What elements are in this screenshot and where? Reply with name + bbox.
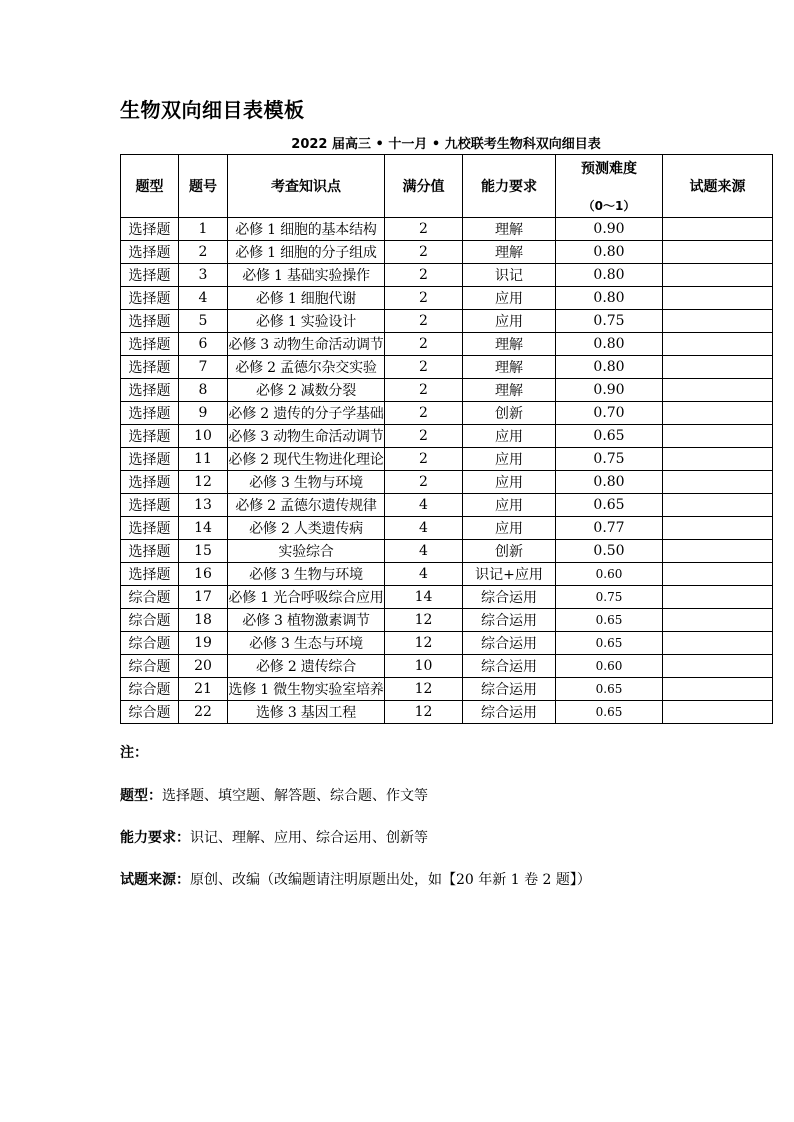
cell-knowledge: 必修 3 动物生命活动调节 — [228, 425, 385, 448]
cell-difficulty: 0.65 — [556, 425, 663, 448]
cell-type: 综合题 — [121, 632, 179, 655]
cell-source — [663, 678, 773, 701]
cell-difficulty: 0.50 — [556, 540, 663, 563]
cell-number: 3 — [179, 264, 228, 287]
note-ability — [120, 827, 428, 847]
cell-source — [663, 425, 773, 448]
cell-knowledge: 选修 3 基因工程 — [228, 701, 385, 724]
cell-source — [663, 218, 773, 241]
cell-ability: 识记 — [463, 264, 556, 287]
cell-difficulty: 0.80 — [556, 264, 663, 287]
cell-number: 18 — [179, 609, 228, 632]
cell-difficulty: 0.80 — [556, 287, 663, 310]
cell-ability: 应用 — [463, 287, 556, 310]
note-ability-text: 识记、理解、应用、综合运用、创新等 — [190, 830, 428, 846]
note-type-label: 题型： — [120, 788, 162, 804]
cell-ability: 理解 — [463, 333, 556, 356]
cell-knowledge: 必修 1 基础实验操作 — [228, 264, 385, 287]
cell-source — [663, 287, 773, 310]
table-row — [121, 425, 773, 448]
cell-knowledge: 选修 1 微生物实验室培养 — [228, 678, 385, 701]
cell-difficulty: 0.65 — [556, 609, 663, 632]
cell-difficulty: 0.70 — [556, 402, 663, 425]
table-header-row — [121, 155, 773, 218]
cell-score: 2 — [385, 287, 463, 310]
header-source: 试题来源 — [663, 155, 773, 218]
cell-type: 选择题 — [121, 425, 179, 448]
cell-source — [663, 448, 773, 471]
note-source — [120, 869, 591, 889]
cell-source — [663, 333, 773, 356]
cell-knowledge: 必修 2 孟德尔遗传规律 — [228, 494, 385, 517]
header-score: 满分值 — [385, 155, 463, 218]
specification-table — [120, 154, 773, 724]
cell-score: 2 — [385, 379, 463, 402]
cell-number: 1 — [179, 218, 228, 241]
cell-score: 12 — [385, 632, 463, 655]
cell-type: 选择题 — [121, 448, 179, 471]
cell-ability: 理解 — [463, 218, 556, 241]
table-row — [121, 241, 773, 264]
cell-knowledge: 必修 1 光合呼吸综合应用 — [228, 586, 385, 609]
cell-source — [663, 264, 773, 287]
header-knowledge: 考查知识点 — [228, 155, 385, 218]
cell-type: 选择题 — [121, 379, 179, 402]
cell-type: 选择题 — [121, 517, 179, 540]
cell-number: 7 — [179, 356, 228, 379]
cell-difficulty: 0.65 — [556, 678, 663, 701]
cell-score: 12 — [385, 609, 463, 632]
cell-number: 22 — [179, 701, 228, 724]
cell-ability: 理解 — [463, 379, 556, 402]
cell-difficulty: 0.80 — [556, 333, 663, 356]
table-row — [121, 632, 773, 655]
cell-score: 2 — [385, 333, 463, 356]
cell-knowledge: 必修 2 人类遗传病 — [228, 517, 385, 540]
note-type-text: 选择题、填空题、解答题、综合题、作文等 — [162, 788, 428, 804]
cell-ability: 理解 — [463, 241, 556, 264]
table-row — [121, 218, 773, 241]
cell-source — [663, 402, 773, 425]
cell-number: 14 — [179, 517, 228, 540]
cell-knowledge: 实验综合 — [228, 540, 385, 563]
notes-heading-label: 注： — [120, 745, 148, 761]
cell-number: 15 — [179, 540, 228, 563]
cell-difficulty: 0.90 — [556, 379, 663, 402]
table-row — [121, 655, 773, 678]
cell-difficulty: 0.60 — [556, 563, 663, 586]
notes-heading — [120, 742, 148, 762]
table-row — [121, 333, 773, 356]
cell-ability: 综合运用 — [463, 655, 556, 678]
cell-difficulty: 0.80 — [556, 356, 663, 379]
cell-type: 选择题 — [121, 563, 179, 586]
cell-type: 选择题 — [121, 471, 179, 494]
cell-source — [663, 241, 773, 264]
table-row — [121, 609, 773, 632]
table-row — [121, 517, 773, 540]
table-row — [121, 471, 773, 494]
cell-ability: 应用 — [463, 425, 556, 448]
cell-score: 2 — [385, 356, 463, 379]
cell-knowledge: 必修 3 生物与环境 — [228, 471, 385, 494]
cell-knowledge: 必修 3 生态与环境 — [228, 632, 385, 655]
table-row — [121, 264, 773, 287]
cell-number: 5 — [179, 310, 228, 333]
cell-number: 10 — [179, 425, 228, 448]
page-title: 生物双向细目表模板 — [120, 98, 305, 122]
note-source-text: 原创、改编（改编题请注明原题出处，如【20 年新 1 卷 2 题】） — [190, 872, 591, 888]
table-caption: 2022 届高三 • 十一月 • 九校联考生物科双向细目表 — [291, 137, 601, 152]
cell-type: 选择题 — [121, 218, 179, 241]
cell-source — [663, 494, 773, 517]
cell-source — [663, 517, 773, 540]
cell-score: 14 — [385, 586, 463, 609]
note-ability-label: 能力要求： — [120, 830, 190, 846]
cell-score: 2 — [385, 264, 463, 287]
cell-type: 综合题 — [121, 609, 179, 632]
cell-number: 8 — [179, 379, 228, 402]
cell-number: 20 — [179, 655, 228, 678]
cell-knowledge: 必修 3 生物与环境 — [228, 563, 385, 586]
table-row — [121, 678, 773, 701]
cell-ability: 综合运用 — [463, 632, 556, 655]
cell-score: 10 — [385, 655, 463, 678]
cell-difficulty: 0.80 — [556, 471, 663, 494]
cell-source — [663, 540, 773, 563]
cell-ability: 综合运用 — [463, 678, 556, 701]
cell-type: 选择题 — [121, 494, 179, 517]
header-type: 题型 — [121, 155, 179, 218]
cell-number: 9 — [179, 402, 228, 425]
cell-type: 综合题 — [121, 586, 179, 609]
cell-score: 12 — [385, 678, 463, 701]
cell-ability: 应用 — [463, 494, 556, 517]
cell-type: 选择题 — [121, 264, 179, 287]
cell-score: 4 — [385, 517, 463, 540]
cell-number: 16 — [179, 563, 228, 586]
cell-source — [663, 632, 773, 655]
cell-score: 2 — [385, 310, 463, 333]
cell-knowledge: 必修 2 遗传综合 — [228, 655, 385, 678]
cell-score: 2 — [385, 471, 463, 494]
header-difficulty-range: （0～1） — [582, 199, 636, 213]
cell-ability: 综合运用 — [463, 586, 556, 609]
cell-ability: 应用 — [463, 471, 556, 494]
table-row — [121, 402, 773, 425]
cell-knowledge: 必修 2 现代生物进化理论 — [228, 448, 385, 471]
cell-number: 4 — [179, 287, 228, 310]
cell-source — [663, 379, 773, 402]
cell-ability: 应用 — [463, 517, 556, 540]
cell-difficulty: 0.75 — [556, 310, 663, 333]
cell-type: 综合题 — [121, 678, 179, 701]
cell-difficulty: 0.80 — [556, 241, 663, 264]
cell-score: 2 — [385, 425, 463, 448]
cell-ability: 应用 — [463, 448, 556, 471]
table-body — [121, 218, 773, 724]
cell-source — [663, 701, 773, 724]
cell-score: 2 — [385, 448, 463, 471]
cell-difficulty: 0.77 — [556, 517, 663, 540]
table-row — [121, 448, 773, 471]
cell-difficulty: 0.65 — [556, 701, 663, 724]
header-ability: 能力要求 — [463, 155, 556, 218]
cell-ability: 综合运用 — [463, 701, 556, 724]
cell-score: 4 — [385, 494, 463, 517]
cell-difficulty: 0.65 — [556, 494, 663, 517]
header-difficulty — [556, 155, 663, 218]
cell-knowledge: 必修 2 减数分裂 — [228, 379, 385, 402]
cell-difficulty: 0.65 — [556, 632, 663, 655]
cell-type: 综合题 — [121, 701, 179, 724]
cell-difficulty: 0.75 — [556, 586, 663, 609]
cell-ability: 应用 — [463, 310, 556, 333]
cell-knowledge: 必修 3 植物激素调节 — [228, 609, 385, 632]
cell-number: 21 — [179, 678, 228, 701]
cell-source — [663, 655, 773, 678]
cell-source — [663, 310, 773, 333]
cell-type: 选择题 — [121, 402, 179, 425]
table-row — [121, 563, 773, 586]
cell-number: 19 — [179, 632, 228, 655]
cell-difficulty: 0.60 — [556, 655, 663, 678]
cell-ability: 创新 — [463, 540, 556, 563]
cell-score: 2 — [385, 402, 463, 425]
header-number: 题号 — [179, 155, 228, 218]
cell-ability: 创新 — [463, 402, 556, 425]
cell-type: 选择题 — [121, 310, 179, 333]
cell-score: 12 — [385, 701, 463, 724]
cell-type: 选择题 — [121, 333, 179, 356]
cell-type: 选择题 — [121, 241, 179, 264]
cell-score: 4 — [385, 540, 463, 563]
cell-score: 2 — [385, 218, 463, 241]
cell-source — [663, 356, 773, 379]
cell-number: 2 — [179, 241, 228, 264]
cell-knowledge: 必修 2 孟德尔杂交实验 — [228, 356, 385, 379]
cell-number: 12 — [179, 471, 228, 494]
table-row — [121, 287, 773, 310]
cell-type: 选择题 — [121, 356, 179, 379]
cell-difficulty: 0.75 — [556, 448, 663, 471]
cell-type: 选择题 — [121, 287, 179, 310]
cell-number: 13 — [179, 494, 228, 517]
cell-knowledge: 必修 2 遗传的分子学基础 — [228, 402, 385, 425]
cell-difficulty: 0.90 — [556, 218, 663, 241]
cell-source — [663, 563, 773, 586]
table-row — [121, 701, 773, 724]
cell-knowledge: 必修 1 细胞代谢 — [228, 287, 385, 310]
note-source-label: 试题来源： — [120, 872, 190, 888]
header-difficulty-label: 预测难度 — [581, 161, 637, 177]
cell-knowledge: 必修 1 实验设计 — [228, 310, 385, 333]
cell-score: 4 — [385, 563, 463, 586]
table-row — [121, 356, 773, 379]
table-row — [121, 379, 773, 402]
table-row — [121, 540, 773, 563]
note-type — [120, 785, 428, 805]
cell-ability: 识记+应用 — [463, 563, 556, 586]
cell-number: 6 — [179, 333, 228, 356]
table-row — [121, 310, 773, 333]
cell-knowledge: 必修 1 细胞的基本结构 — [228, 218, 385, 241]
cell-ability: 综合运用 — [463, 609, 556, 632]
cell-number: 11 — [179, 448, 228, 471]
cell-source — [663, 609, 773, 632]
cell-type: 选择题 — [121, 540, 179, 563]
cell-score: 2 — [385, 241, 463, 264]
cell-source — [663, 586, 773, 609]
cell-knowledge: 必修 1 细胞的分子组成 — [228, 241, 385, 264]
cell-ability: 理解 — [463, 356, 556, 379]
cell-knowledge: 必修 3 动物生命活动调节 — [228, 333, 385, 356]
table-row — [121, 586, 773, 609]
cell-type: 综合题 — [121, 655, 179, 678]
cell-number: 17 — [179, 586, 228, 609]
cell-source — [663, 471, 773, 494]
table-row — [121, 494, 773, 517]
